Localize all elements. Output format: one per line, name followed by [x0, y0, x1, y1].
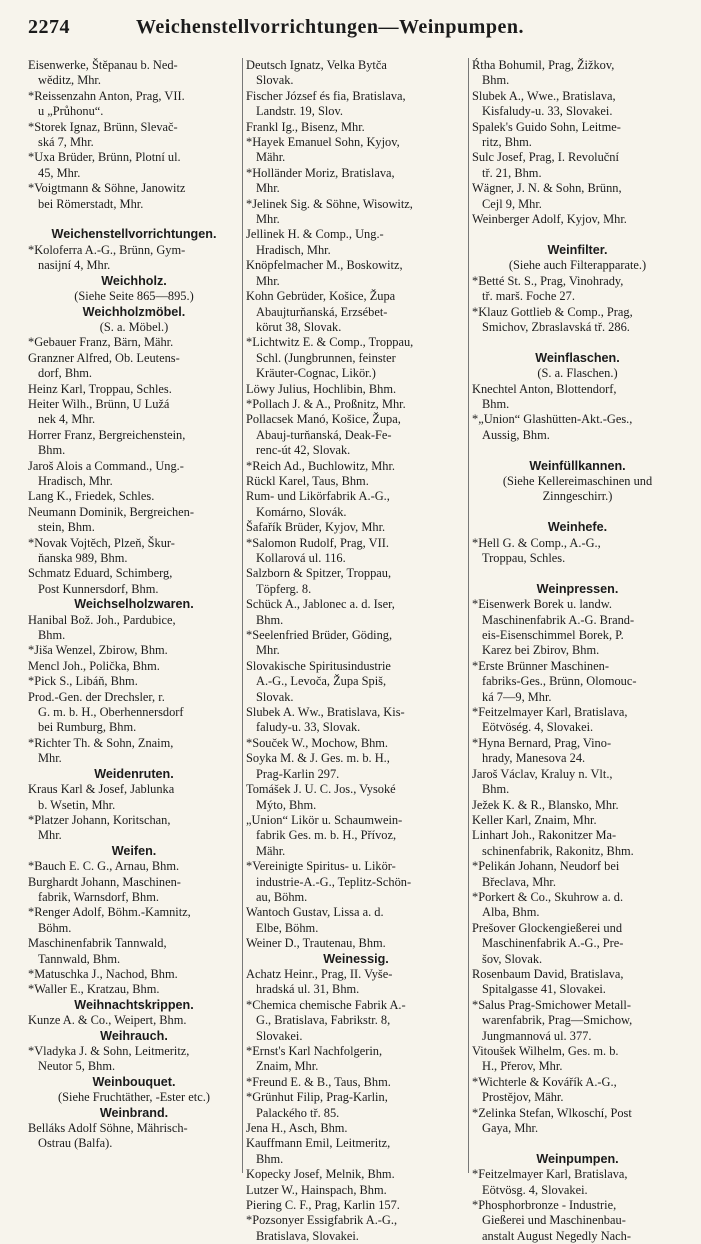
entry-line: Keller Karl, Znaim, Mhr. [472, 812, 597, 827]
entry-line: Schmatz Eduard, Schimberg, [28, 566, 173, 581]
entry-line: *Erste Brünner Maschinen- [472, 658, 609, 673]
entry-line: *Jiša Wenzel, Zbirow, Bhm. [28, 643, 168, 658]
blank-line [472, 227, 683, 242]
entry-line: *Seelenfried Brüder, Göding, [246, 628, 393, 643]
cross-reference: (Siehe auch Filterapparate.) [508, 258, 647, 273]
entry-continuation: Mhr. [256, 212, 280, 227]
entry-line: Löwy Julius, Hochlibin, Bhm. [246, 381, 397, 396]
section-heading: Weifen. [111, 843, 157, 858]
entry-line: Slovakische Spiritusindustrie [246, 658, 391, 673]
entry-continuation: hradská ul. 31, Bhm. [256, 982, 360, 997]
entry-continuation: Neutor 5, Bhm. [38, 1059, 116, 1074]
blank-line [28, 212, 240, 227]
section-heading: Weidenruten. [94, 766, 174, 781]
entry-continuation: Mhr. [256, 273, 280, 288]
entry-line: *Renger Adolf, Böhm.-Kamnitz, [28, 905, 191, 920]
entry-continuation: Tannwald, Bhm. [38, 951, 121, 966]
entry-line: Linhart Joh., Rakonitzer Ma- [472, 828, 617, 843]
directory-columns [28, 58, 683, 1243]
entry-line: *Storek Ignaz, Brünn, Slevač- [28, 119, 178, 134]
entry-line: Weiner D., Trautenau, Bhm. [246, 936, 386, 951]
blank-line [472, 443, 683, 458]
entry-line: Frankl Ig., Bisenz, Mhr. [246, 119, 365, 134]
entry-continuation: dorf, Bhm. [38, 366, 93, 381]
entry-continuation: au, Böhm. [256, 889, 308, 904]
section-heading: Weinpumpen. [536, 1151, 619, 1166]
entry-continuation: tř. 21, Bhm. [482, 165, 542, 180]
entry-continuation: Slovakei. [256, 1028, 303, 1043]
entry-line: Mencl Joh., Polička, Bhm. [28, 658, 160, 673]
entry-line: Slubek A. Ww., Bratislava, Kis- [246, 705, 405, 720]
entry-continuation: A.-G., Levoča, Župa Spiš, [256, 674, 387, 689]
entry-line: Lutzer W., Hainspach, Bhm. [246, 1182, 387, 1197]
entry-continuation: Jungmannová ul. 377. [482, 1028, 592, 1043]
cross-reference: (Siehe Fruchtäther, -Ester etc.) [58, 1090, 210, 1105]
column-middle [246, 58, 466, 1243]
entry-line: Pollacsek Manó, Košice, Župa, [246, 412, 401, 427]
section-heading: Weinbouquet. [92, 1074, 176, 1089]
cross-reference: (Siehe Kellereimaschinen und [502, 473, 653, 488]
entry-continuation: bei Rumburg, Bhm. [38, 720, 137, 735]
entry-continuation: Spitalgasse 41, Slovakei. [482, 982, 606, 997]
entry-line: *Pollach J. & A., Proßnitz, Mhr. [246, 396, 406, 411]
page-number: 2274 [28, 16, 70, 38]
section-heading: Weichenstellvorrichtungen. [51, 227, 217, 242]
entry-continuation: körut 38, Slovak. [256, 319, 342, 334]
entry-line: Piering C. F., Prag, Karlin 157. [246, 1198, 400, 1213]
entry-line: *Feitzelmayer Karl, Bratislava, [472, 1167, 628, 1182]
entry-line: Schück A., Jablonec a. d. Iser, [246, 597, 395, 612]
entry-line: *Bauch E. C. G., Arnau, Bhm. [28, 859, 180, 874]
entry-continuation: Eötvöség. 4, Slovakei. [482, 720, 594, 735]
section-heading: Weichselholzwaren. [74, 597, 194, 612]
entry-continuation: Aussig, Bhm. [482, 427, 550, 442]
entry-continuation: renc-út 42, Slovak. [256, 443, 351, 458]
entry-line: Šafařík Brüder, Kyjov, Mhr. [246, 520, 386, 535]
entry-line: Rückl Karel, Taus, Bhm. [246, 473, 369, 488]
entry-line: *Reich Ad., Buchlowitz, Mhr. [246, 458, 396, 473]
entry-line: *Betté St. S., Prag, Vinohrady, [472, 273, 624, 288]
entry-line: *Eisenwerk Borek u. landw. [472, 597, 612, 612]
entry-continuation: warenfabrik, Prag—Smichow, [482, 1013, 633, 1028]
entry-line: Ježek K. & R., Blansko, Mhr. [472, 797, 619, 812]
cross-reference: Zinngeschirr.) [542, 489, 613, 504]
cross-reference: (S. a. Flaschen.) [537, 366, 618, 381]
entry-continuation: Ostrau (Balfa). [38, 1136, 113, 1151]
entry-line: *Hyna Bernard, Prag, Vino- [472, 735, 612, 750]
entry-line: Rosenbaum David, Bratislava, [472, 966, 624, 981]
entry-continuation: Troppau, Schles. [482, 551, 566, 565]
entry-continuation: Maschinenfabrik A.-G. Brand- [482, 612, 635, 627]
entry-continuation: Töpferg. 8. [256, 581, 312, 596]
entry-line: *Gebauer Franz, Bärn, Mähr. [28, 335, 174, 350]
section-heading: Weinessig. [323, 951, 389, 966]
entry-line: *Voigtmann & Söhne, Janowitz [28, 181, 186, 196]
entry-line: Granzner Alfred, Ob. Leutens- [28, 350, 180, 365]
section-heading: Weihnachtskrippen. [74, 997, 194, 1012]
entry-line: Prod.-Gen. der Drechsler, r. [28, 689, 165, 704]
entry-continuation: Post Kunnersdorf, Bhm. [38, 581, 159, 596]
entry-line: Salzborn & Spitzer, Troppau, [246, 566, 392, 581]
entry-line: Wägner, J. N. & Sohn, Brünn, [472, 181, 622, 196]
page-title: Weichenstellvorrichtungen—Weinpumpen. [136, 16, 524, 38]
entry-line: Maschinenfabrik Tannwald, [28, 936, 167, 951]
entry-continuation: Elbe, Böhm. [256, 920, 319, 935]
entry-line: *Jelinek Sig. & Söhne, Wisowitz, [246, 196, 413, 211]
entry-line: *Matuschka J., Nachod, Bhm. [28, 966, 178, 981]
entry-line: Soyka M. & J. Ges. m. b. H., [246, 751, 390, 766]
entry-line: *Waller E., Kratzau, Bhm. [28, 982, 160, 997]
entry-line: *Freund E. & B., Taus, Bhm. [246, 1074, 391, 1089]
entry-continuation: Mhr. [38, 751, 62, 766]
entry-continuation: ská 7, Mhr. [38, 135, 94, 150]
entry-line: *Koloferra A.-G., Brünn, Gym- [28, 242, 186, 257]
entry-line: Deutsch Ignatz, Velka Bytča [246, 58, 387, 72]
entry-line: Vitoušek Wilhelm, Ges. m. b. [472, 1044, 619, 1058]
blank-line [472, 335, 683, 350]
blank-line [472, 566, 683, 581]
entry-line: Jellinek H. & Comp., Ung.- [246, 227, 384, 242]
entry-continuation: Hradisch, Mhr. [256, 242, 331, 257]
section-heading: Weinfilter. [547, 242, 608, 257]
entry-line: *Salus Prag-Smichower Metall- [472, 997, 631, 1012]
entry-continuation: Schl. (Jungbrunnen, feinster [256, 350, 396, 365]
column-right [472, 58, 683, 1243]
entry-line: *Zelinka Stefan, Wlkoschí, Post [472, 1105, 632, 1120]
entry-line: *Uxa Brüder, Brünn, Plotní ul. [28, 150, 181, 165]
entry-line: *Salomon Rudolf, Prag, VII. [246, 535, 389, 550]
section-heading: Weinpressen. [536, 581, 619, 596]
entry-continuation: Mýto, Bhm. [256, 797, 317, 812]
entry-continuation: b. Wsetin, Mhr. [38, 797, 116, 812]
entry-continuation: Cejl 9, Mhr. [482, 196, 542, 211]
entry-continuation: Komárno, Slovák. [256, 504, 347, 519]
section-heading: Weichholz. [101, 273, 167, 288]
entry-continuation: Kräuter-Cognac, Likör.) [256, 366, 376, 381]
entry-continuation: Bratislava, Slovakei. [256, 1228, 359, 1243]
entry-continuation: Mähr. [256, 843, 286, 858]
entry-continuation: Eötvösg. 4, Slovakei. [482, 1182, 588, 1197]
entry-continuation: nek 4, Mhr. [38, 412, 96, 427]
entry-line: *Reissenzahn Anton, Prag, VII. [28, 88, 185, 103]
entry-line: Horrer Franz, Bergreichenstein, [28, 427, 186, 442]
entry-line: Rum- und Likörfabrik A.-G., [246, 489, 390, 504]
entry-line: Slubek A., Wwe., Bratislava, [472, 88, 616, 103]
entry-continuation: ňanska 989, Bhm. [38, 551, 128, 565]
entry-continuation: bei Römerstadt, Mhr. [38, 196, 144, 211]
entry-continuation: Kollarová ul. 116. [256, 551, 346, 565]
entry-line: Lang K., Friedek, Schles. [28, 489, 155, 504]
entry-line: Kraus Karl & Josef, Jablunka [28, 782, 175, 797]
entry-line: Jaroš Václav, Kraluy n. Vlt., [472, 766, 613, 781]
entry-continuation: Karez bei Zbirov, Bhm. [482, 643, 600, 658]
entry-line: Neumann Dominik, Bergreichen- [28, 504, 194, 519]
entry-continuation: Smichov, Zbraslavská tř. 286. [482, 319, 630, 334]
entry-line: Sulc Josef, Prag, I. Revoluční [472, 150, 619, 165]
entry-continuation: Alba, Bhm. [482, 905, 540, 920]
entry-continuation: hrady, Manesova 24. [482, 751, 586, 766]
entry-continuation: Bhm. [38, 443, 66, 458]
entry-line: Kauffmann Emil, Leitmeritz, [246, 1136, 391, 1151]
entry-line: *Lichtwitz E. & Comp., Troppau, [246, 335, 414, 350]
entry-continuation: Abaujturňanská, Erzsébet- [256, 304, 388, 319]
entry-continuation: industrie-A.-G., Teplitz-Schön- [256, 874, 412, 889]
entry-continuation: Maschinenfabrik A.-G., Pre- [482, 936, 624, 951]
cross-reference: (Siehe Seite 865—895.) [74, 289, 194, 304]
entry-continuation: Mhr. [256, 643, 280, 658]
entry-line: Burghardt Johann, Maschinen- [28, 874, 181, 889]
entry-continuation: Bhm. [482, 396, 510, 411]
blank-line [472, 1136, 683, 1151]
entry-line: Kopecky Josef, Melnik, Bhm. [246, 1167, 395, 1182]
entry-continuation: Böhm. [38, 920, 72, 935]
entry-continuation: u „Průhonu“. [38, 104, 104, 119]
entry-line: *Souček W., Mochow, Bhm. [246, 735, 389, 750]
entry-continuation: Slovak. [256, 689, 294, 704]
column-divider [242, 58, 243, 1173]
entry-continuation: Gaya, Mhr. [482, 1121, 539, 1136]
entry-continuation: fabrik, Warnsdorf, Bhm. [38, 889, 159, 904]
entry-continuation: Landstr. 19, Slov. [256, 104, 343, 119]
entry-line: *Pozsonyer Essigfabrik A.-G., [246, 1213, 398, 1228]
entry-line: *Vladyka J. & Sohn, Leitmeritz, [28, 1044, 190, 1058]
entry-continuation: faludy-u. 33, Slovak. [256, 720, 361, 735]
entry-line: *Wichterle & Kovářík A.-G., [472, 1074, 617, 1089]
entry-continuation: Mhr. [38, 828, 62, 843]
entry-line: Jena H., Asch, Bhm. [246, 1121, 348, 1136]
entry-continuation: eis-Eisenschimmel Borek, P. [482, 628, 624, 643]
section-heading: Weichholzmöbel. [82, 304, 186, 319]
entry-line: *Feitzelmayer Karl, Bratislava, [472, 705, 628, 720]
entry-continuation: ritz, Bhm. [482, 135, 532, 150]
entry-line: *Porkert & Co., Skuhrow a. d. [472, 889, 624, 904]
entry-line: Ŕtha Bohumil, Prag, Žižkov, [472, 58, 615, 72]
entry-continuation: fabriks-Ges., Brünn, Olomouc- [482, 674, 637, 689]
entry-continuation: Bhm. [482, 782, 510, 797]
entry-line: Fischer József és fia, Bratislava, [246, 88, 406, 103]
entry-line: Knechtel Anton, Blottendorf, [472, 381, 617, 396]
entry-continuation: Znaim, Mhr. [256, 1059, 319, 1074]
section-heading: Weihrauch. [100, 1028, 168, 1043]
entry-continuation: šov, Slovak. [482, 951, 543, 966]
entry-continuation: Bhm. [256, 1151, 284, 1166]
entry-continuation: schinenfabrik, Rakonitz, Bhm. [482, 843, 634, 858]
entry-line: Jaroš Alois a Command., Ung.- [28, 458, 184, 473]
entry-line: Hanibal Bož. Joh., Pardubice, [28, 612, 176, 627]
entry-line: *Pick S., Libáň, Bhm. [28, 674, 138, 689]
entry-line: Knöpfelmacher M., Boskowitz, [246, 258, 403, 273]
entry-line: *Klauz Gottlieb & Comp., Prag, [472, 304, 633, 319]
section-heading: Weinhefe. [547, 520, 608, 535]
entry-continuation: Prag-Karlin 297. [256, 766, 340, 781]
entry-continuation: Abauj-turňanská, Deak-Fe- [256, 427, 392, 442]
entry-line: Eisenwerke, Štěpanau b. Ned- [28, 58, 178, 72]
entry-line: „Union“ Likör u. Schaumwein- [246, 812, 403, 827]
entry-line: Belláks Adolf Söhne, Mährisch- [28, 1121, 188, 1136]
entry-line: Heinz Karl, Troppau, Schles. [28, 381, 172, 396]
entry-continuation: tř. marš. Foche 27. [482, 289, 575, 304]
entry-line: *Chemica chemische Fabrik A.- [246, 997, 406, 1012]
entry-continuation: G. m. b. H., Oberhennersdorf [38, 705, 184, 720]
entry-continuation: stein, Bhm. [38, 520, 95, 535]
entry-line: *Holländer Moriz, Bratislava, [246, 165, 395, 180]
entry-continuation: G., Bratislava, Fabrikstr. 8, [256, 1013, 391, 1028]
section-heading: Weinbrand. [99, 1105, 169, 1120]
entry-continuation: wěditz, Mhr. [38, 73, 101, 88]
entry-line: *Vereinigte Spiritus- u. Likör- [246, 859, 396, 874]
entry-continuation: Bhm. [482, 73, 510, 88]
section-heading: Weinfüllkannen. [529, 458, 626, 473]
entry-continuation: Hradisch, Mhr. [38, 473, 113, 488]
entry-continuation: ká 7—9, Mhr. [482, 689, 552, 704]
entry-line: *Novak Vojtěch, Plzeň, Škur- [28, 535, 175, 550]
entry-continuation: nasijní 4, Mhr. [38, 258, 111, 273]
entry-line: *„Union“ Glashütten-Akt.-Ges., [472, 412, 633, 427]
column-left [28, 58, 240, 1173]
entry-line: Prešover Glockengießerei und [472, 920, 623, 935]
entry-line: *Ernst's Karl Nachfolgerin, [246, 1044, 383, 1058]
entry-line: Tomášek J. U. C. Jos., Vysoké [246, 782, 396, 797]
page-header [28, 16, 685, 42]
entry-continuation: fabrik Ges. m. b. H., Přívoz, [256, 828, 397, 843]
entry-line: *Hell G. & Comp., A.-G., [472, 535, 601, 550]
entry-line: Wantoch Gustav, Lissa a. d. [246, 905, 384, 920]
entry-continuation: Prostějov, Mähr. [482, 1090, 564, 1105]
entry-continuation: anstalt August Negedly Nach- [482, 1228, 631, 1243]
entry-continuation: Kisfaludy-u. 33, Slovakei. [482, 104, 613, 119]
entry-line: Weinberger Adolf, Kyjov, Mhr. [472, 212, 627, 227]
entry-continuation: H., Přerov, Mhr. [482, 1059, 563, 1074]
entry-continuation: Slovak. [256, 73, 294, 88]
entry-continuation: Palackého tř. 85. [256, 1105, 340, 1120]
entry-continuation: 45, Mhr. [38, 165, 81, 180]
entry-line: Spalek's Guido Sohn, Leitme- [472, 119, 621, 134]
entry-continuation: Břeclava, Mhr. [482, 874, 556, 889]
entry-continuation: Bhm. [38, 628, 66, 643]
entry-line: *Grünhut Filip, Prag-Karlin, [246, 1090, 388, 1105]
entry-line: *Hayek Emanuel Sohn, Kyjov, [246, 135, 400, 150]
entry-continuation: Bhm. [256, 612, 284, 627]
entry-continuation: Mähr. [256, 150, 286, 165]
cross-reference: (S. a. Möbel.) [99, 319, 169, 334]
entry-line: *Pelikán Johann, Neudorf bei [472, 859, 620, 874]
entry-line: Kunze A. & Co., Weipert, Bhm. [28, 1013, 187, 1028]
entry-line: Achatz Heinr., Prag, II. Vyše- [246, 966, 393, 981]
column-divider [468, 58, 469, 1173]
entry-line: *Platzer Johann, Koritschan, [28, 812, 171, 827]
entry-continuation: Gießerei und Maschinenbau- [482, 1213, 626, 1228]
entry-line: Kohn Gebrüder, Košice, Župa [246, 289, 396, 304]
entry-continuation: Mhr. [256, 181, 280, 196]
entry-line: *Richter Th. & Sohn, Znaim, [28, 735, 174, 750]
blank-line [472, 505, 683, 520]
section-heading: Weinflaschen. [535, 350, 620, 365]
entry-line: Heiter Wilh., Brünn, U Lužá [28, 396, 170, 411]
entry-line: *Phosphorbronze - Industrie, [472, 1198, 617, 1213]
